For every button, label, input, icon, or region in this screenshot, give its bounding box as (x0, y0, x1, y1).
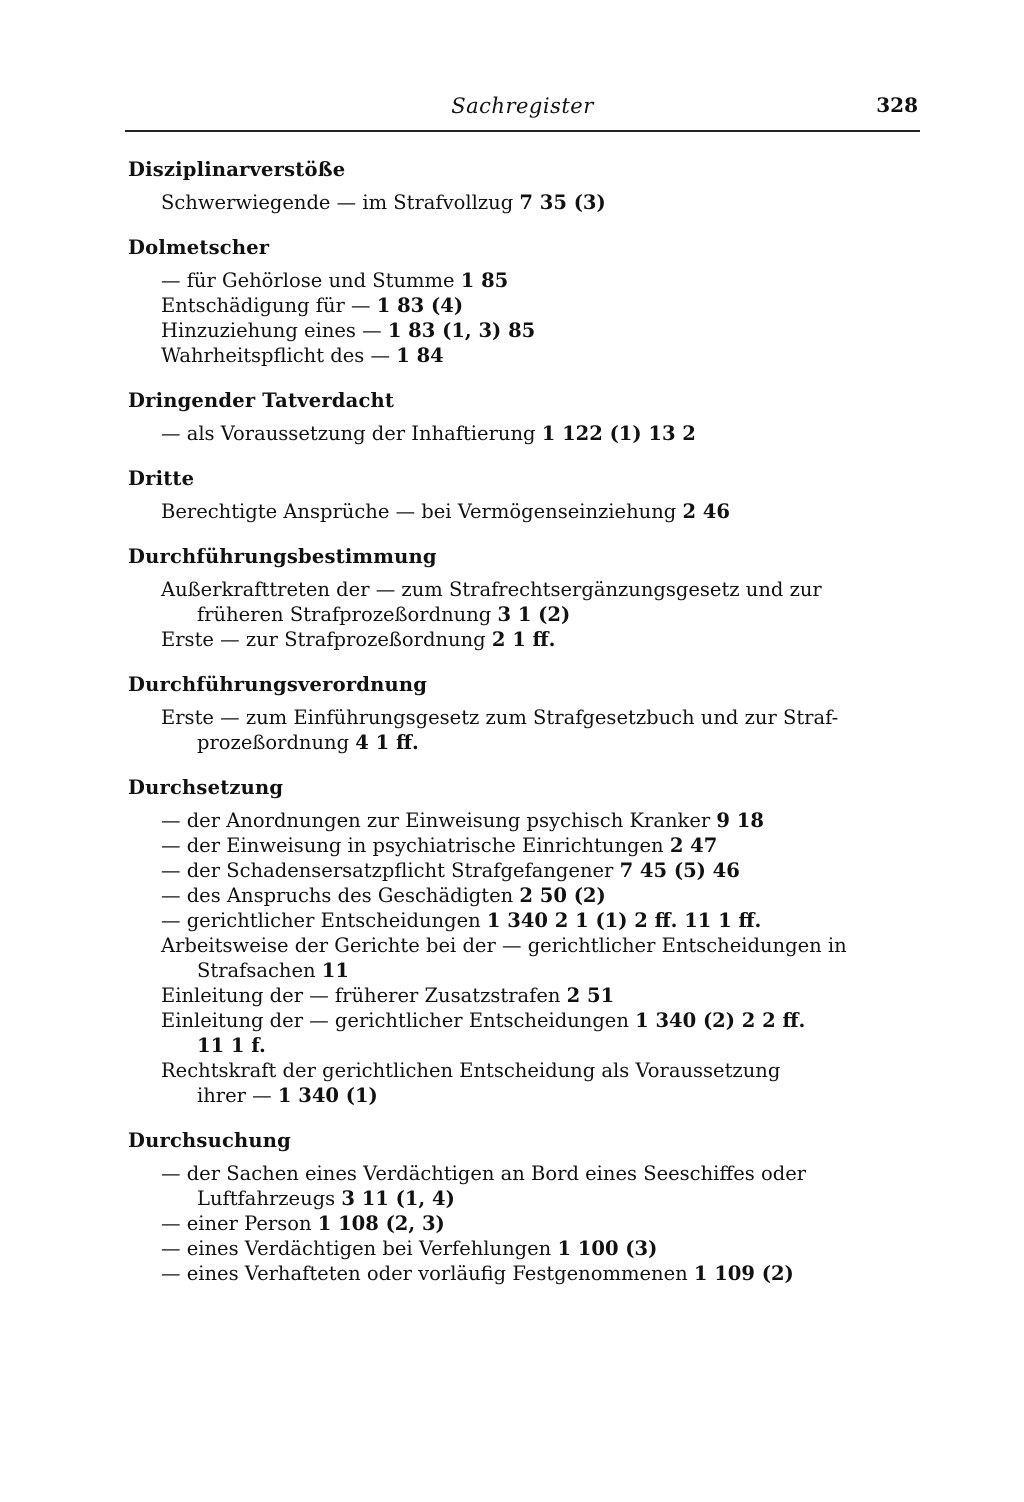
subentry-reference: 1 83 (4) (376, 294, 464, 317)
subentry-text: Wahrheitspflicht des — (161, 344, 391, 367)
continuation-text: früheren Strafprozeßordnung (197, 603, 492, 626)
subentry-list (161, 808, 928, 1108)
continuation-reference: 11 1 f. (197, 1034, 266, 1057)
subentry-reference: 1 340 2 1 (1) 2 ff. 11 1 ff. (486, 909, 762, 932)
subentry-text: Einleitung der — früherer Zusatzstrafen (161, 984, 561, 1007)
index-entry (128, 234, 928, 368)
subentry-reference: 4 1 ff. (355, 731, 419, 754)
subentry-text: — gerichtlicher Entscheidungen (161, 909, 481, 932)
subentry-reference: 7 35 (3) (519, 191, 606, 214)
subentry-reference: 1 84 (396, 344, 444, 367)
subentry-text: Einleitung der — gerichtlicher Entscheidungen (161, 1009, 629, 1032)
subentry (161, 627, 928, 652)
subentry (161, 421, 928, 446)
subentry (161, 983, 928, 1008)
subentry-text: Schwerwiegende — im Strafvollzug (161, 191, 514, 214)
subentry-reference: 11 (321, 959, 349, 982)
subentry (161, 499, 928, 524)
subentry-list (161, 1161, 928, 1286)
subentry-list (161, 705, 928, 755)
subentry-continuation (161, 602, 928, 627)
subentry-reference: 1 122 (1) 13 2 (541, 422, 696, 445)
subentry-text: — eines Verhafteten oder vorläufig Festgenommenen (161, 1262, 688, 1285)
entry-heading: Durchführungsbestimmung (128, 545, 437, 568)
subentry-list (161, 577, 928, 652)
subentry-continuation (161, 1083, 928, 1108)
running-header (125, 90, 920, 132)
subentry-text: — für Gehörlose und Stumme (161, 269, 455, 292)
index-entry (128, 774, 928, 1108)
subentry-text: Erste — zum Einführungsgesetz zum Strafgesetzbuch und zur Straf- (161, 706, 839, 729)
subentry-reference: 2 1 ff. (491, 628, 556, 651)
subentry-text: Außerkrafttreten der — zum Strafrechtsergänzungsgesetz und zur (161, 578, 822, 601)
subentry (161, 1236, 928, 1261)
subentry-reference: 1 340 (2) 2 2 ff. (635, 1009, 806, 1032)
index-entry (128, 156, 928, 215)
subentry (161, 1161, 928, 1211)
subentry (161, 833, 928, 858)
continuation-text: ihrer — (197, 1084, 272, 1107)
index-entry (128, 671, 928, 755)
entry-heading: Disziplinarverstöße (128, 158, 346, 181)
index-entry (128, 1127, 928, 1286)
subentry-text: Hinzuziehung eines — (161, 319, 382, 342)
index-content (128, 156, 928, 1305)
index-entry (128, 387, 928, 446)
subentry (161, 190, 928, 215)
subentry (161, 908, 928, 933)
subentry-reference: 3 1 (2) (497, 603, 571, 626)
subentry-reference: 9 18 (716, 809, 764, 832)
index-entry (128, 465, 928, 524)
subentry-text: Arbeitsweise der Gerichte bei der — gerichtlicher Entscheidungen in (161, 934, 847, 957)
subentry-reference: 2 47 (669, 834, 718, 857)
subentry-text: — der Schadensersatzpflicht Strafgefangener (161, 859, 614, 882)
subentry-text: — eines Verdächtigen bei Verfehlungen (161, 1237, 552, 1260)
subentry-reference: 3 11 (1, 4) (341, 1187, 455, 1210)
subentry-continuation (161, 730, 928, 755)
index-entry (128, 543, 928, 652)
entry-heading: Dritte (128, 467, 195, 490)
subentry (161, 268, 928, 293)
continuation-text: prozeßordnung (197, 731, 350, 754)
subentry (161, 343, 928, 368)
subentry-reference: 1 109 (2) (693, 1262, 794, 1285)
subentry (161, 933, 928, 983)
page-number: 328 (876, 93, 918, 117)
subentry (161, 1058, 928, 1108)
subentry-text: — als Voraussetzung der Inhaftierung (161, 422, 536, 445)
subentry (161, 705, 928, 755)
subentry (161, 883, 928, 908)
subentry-reference: 1 100 (3) (557, 1237, 658, 1260)
subentry-reference: 1 85 (460, 269, 509, 292)
continuation-text: Luftfahrzeugs (197, 1187, 336, 1210)
subentry-text: — des Anspruchs des Geschädigten (161, 884, 514, 907)
subentry-text: Erste — zur Strafprozeßordnung (161, 628, 486, 651)
subentry-text: Berechtigte Ansprüche — bei Vermögenseinziehung (161, 500, 677, 523)
subentry (161, 318, 928, 343)
subentry-continuation (161, 958, 928, 983)
subentry-reference: 2 51 (566, 984, 615, 1007)
subentry-text: — der Sachen eines Verdächtigen an Bord eines Seeschiffes oder (161, 1162, 807, 1185)
subentry (161, 293, 928, 318)
subentry (161, 858, 928, 883)
subentry-list (161, 499, 928, 524)
subentry-text: Rechtskraft der gerichtlichen Entscheidung als Voraussetzung (161, 1059, 781, 1082)
subentry (161, 577, 928, 627)
entry-heading: Durchsetzung (128, 776, 284, 799)
subentry-text: — der Einweisung in psychiatrische Einrichtungen (161, 834, 664, 857)
subentry-reference: 1 83 (1, 3) 85 (387, 319, 536, 342)
continuation-text: Strafsachen (197, 959, 316, 982)
running-title: Sachregister (451, 94, 594, 118)
subentry-reference: 1 108 (2, 3) (317, 1212, 445, 1235)
subentry-list (161, 268, 928, 368)
entry-heading: Dringender Tatverdacht (128, 389, 395, 412)
subentry-reference: 7 45 (5) 46 (619, 859, 740, 882)
subentry (161, 1008, 928, 1058)
subentry-continuation (161, 1033, 928, 1058)
subentry-list (161, 190, 928, 215)
subentry-reference: 2 46 (682, 500, 730, 523)
subentry-text: — einer Person (161, 1212, 312, 1235)
subentry-text: Entschädigung für — (161, 294, 371, 317)
subentry-text: — der Anordnungen zur Einweisung psychisch Kranker (161, 809, 711, 832)
subentry-list (161, 421, 928, 446)
entry-heading: Durchsuchung (128, 1129, 292, 1152)
subentry-reference: 1 340 (1) (277, 1084, 378, 1107)
entry-heading: Dolmetscher (128, 236, 270, 259)
subentry (161, 808, 928, 833)
entry-heading: Durchführungsverordnung (128, 673, 428, 696)
subentry-reference: 2 50 (2) (519, 884, 606, 907)
subentry (161, 1261, 928, 1286)
subentry-continuation (161, 1186, 928, 1211)
subentry (161, 1211, 928, 1236)
